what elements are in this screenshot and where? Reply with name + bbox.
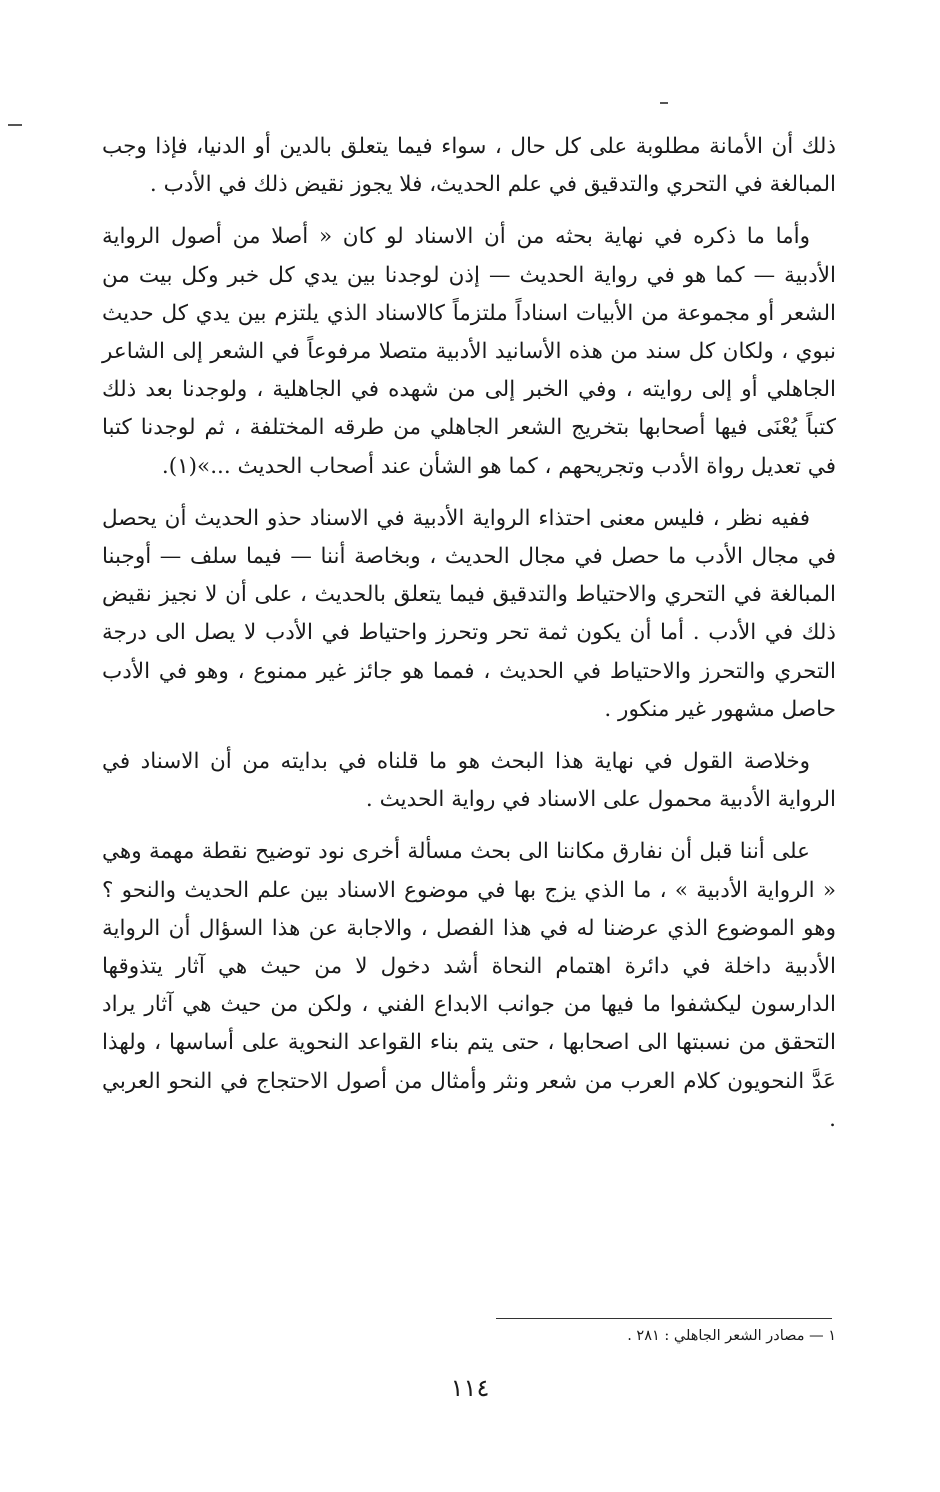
paragraph-2: وأما ما ذكره في نهاية بحثه من أن الاسناد لو كان « أصلا من أصول الرواية الأدبية — كما هو في رواية الحديث — إذن لوجدنا بين يدي كل خبر وكل بيت من الشعر أو مجموعة من الأبيات اسناداً ملتزماً كالاسناد الذي يلتزم بين يدي كل حديث نبوي ، ولكان كل سند من هذه الأسانيد الأدبية متصلا مرفوعاً في الشعر إلى الشاعر الجاهلي أو إلى روايته ، وفي الخبر إلى من شهده في الجاهلية ، ولوجدنا بعد ذلك كتباً يُعْنَى فيها أصحابها بتخريج الشعر الجاهلي من طرقه المختلفة ، ثم لوجدنا كتبا في تعديل رواة الأدب وتجريحهم ، كما هو الشأن عند أصحاب الحديث ...»(١). <box>102 224 836 479</box>
footnote: ١ — مصادر الشعر الجاهلي : ٢٨١ . <box>627 1328 836 1344</box>
footnote-divider <box>496 1318 832 1319</box>
body-text <box>102 128 836 1139</box>
page-number: ١١٤ <box>450 1374 490 1402</box>
scan-mark <box>8 124 22 126</box>
paragraph-4: وخلاصة القول في نهاية هذا البحث هو ما قلناه في بدايته من أن الاسناد في الرواية الأدبية محمول على الاسناد في رواية الحديث . <box>102 749 836 813</box>
scan-mark <box>660 102 668 104</box>
paragraph-5: على أننا قبل أن نفارق مكاننا الى بحث مسألة أخرى نود توضيح نقطة مهمة وهي « الرواية الأدبية » ، ما الذي يزج بها في موضوع الاسناد بين علم الحديث والنحو ؟ وهو الموضوع الذي عرضنا له في هذا الفصل ، والاجابة عن هذا السؤال أن الرواية الأدبية داخلة في دائرة اهتمام النحاة أشد دخول لا من حيث هي آثار يتذوقها الدارسون ليكشفوا ما فيها من جوانب الابداع الفني ، ولكن من حيث هي آثار يراد التحقق من نسبتها الى اصحابها ، حتى يتم بناء القواعد النحوية على أساسها ، ولهذا عَدَّ النحويون كلام العرب من شعر ونثر وأمثال من أصول الاحتجاج في النحو العربي . <box>102 839 836 1132</box>
paragraph-1: ذلك أن الأمانة مطلوبة على كل حال ، سواء فيما يتعلق بالدين أو الدنيا، فإذا وجب المبالغة في التحري والتدقيق في علم الحديث، فلا يجوز نقيض ذلك في الأدب . <box>102 134 836 198</box>
paragraph-3: ففيه نظر ، فليس معنى احتذاء الرواية الأدبية في الاسناد حذو الحديث أن يحصل في مجال الأدب ما حصل في مجال الحديث ، وبخاصة أننا — فيما سلف — أوجبنا المبالغة في التحري والاحتياط والتدقيق فيما يتعلق بالحديث ، على أن لا نجيز نقيض ذلك في الأدب . أما أن يكون ثمة تحر وتحرز واحتياط في الأدب لا يصل الى درجة التحري والتحرز والاحتياط في الحديث ، فمما هو جائز غير ممنوع ، وهو في الأدب حاصل مشهور غير منكور . <box>102 505 836 722</box>
